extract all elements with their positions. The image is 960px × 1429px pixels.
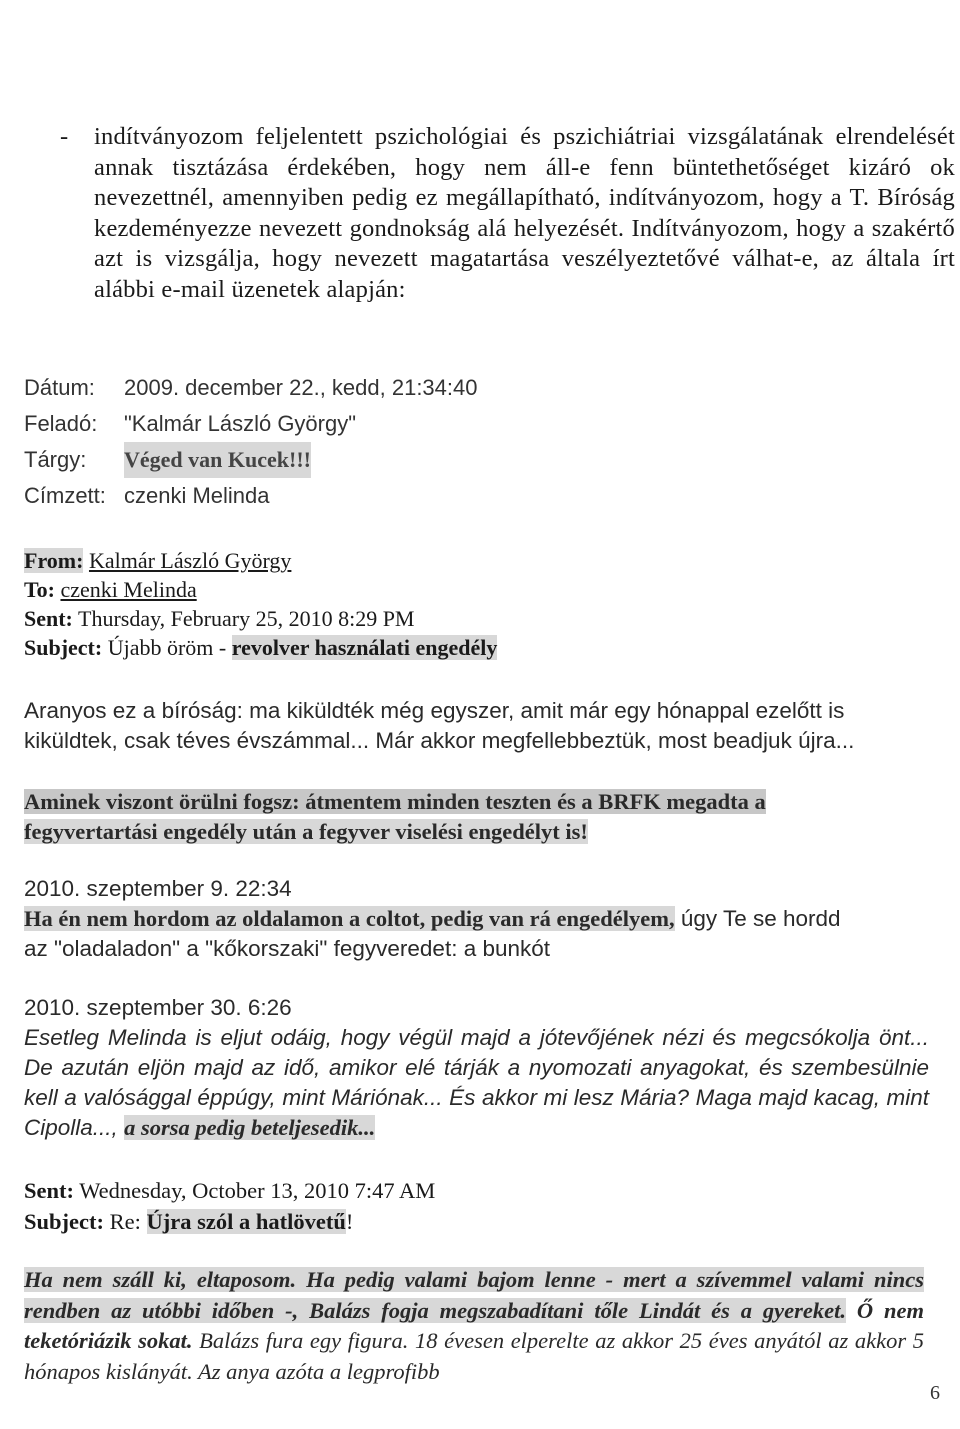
body2-line1: Aminek viszont örülni fogsz: átmentem minden teszten és a BRFK megadta a bbox=[24, 789, 766, 814]
entry3-normal: úgy Te se hordd bbox=[674, 906, 841, 931]
email1-from-row bbox=[24, 406, 477, 442]
entry4-italic: Esetleg Melinda is eljut odáig, hogy végül majd a jótevőjének nézi és megcsókolja önt... De azután eljön majd az idő, amikor elé tárják a nyomozati anyagokat, és szembesülnie kell a valósággal éppúgy, mint Máriónak... És akkor mi lesz Mária? Maga majd kacag, mint Cipolla..., bbox=[24, 1025, 929, 1140]
subject-highlight: revolver használati engedély bbox=[231, 635, 498, 660]
entry3-line2: az "oladaladon" a "kőkorszaki" fegyveredet: a bunkót bbox=[24, 936, 551, 961]
sent-label: Sent: bbox=[24, 606, 73, 631]
entry4-bold-italic: a sorsa pedig beteljesedik... bbox=[124, 1115, 376, 1140]
date-label: Dátum: bbox=[24, 375, 95, 400]
from-value: Kalmár László György bbox=[88, 548, 292, 573]
to-value: czenki Melinda bbox=[124, 483, 270, 508]
email5-header bbox=[24, 1175, 435, 1237]
entry3-bold: Ha én nem hordom az oldalamon a coltot, pedig van rá engedélyem, bbox=[24, 906, 675, 931]
subject-prefix: Újabb öröm - bbox=[107, 635, 227, 660]
subject-highlight: Újra szól a hatlövetű bbox=[146, 1209, 346, 1234]
email2-subject-row bbox=[24, 633, 497, 662]
email5-sent-row bbox=[24, 1175, 435, 1206]
email2-from-row bbox=[24, 546, 497, 575]
entry3-date: 2010. szeptember 9. 22:34 bbox=[24, 876, 292, 901]
sent-value: Wednesday, October 13, 2010 7:47 AM bbox=[79, 1178, 436, 1203]
from-label: Feladó: bbox=[24, 411, 98, 436]
email2-body2 bbox=[24, 787, 934, 847]
date-value: 2009. december 22., kedd, 21:34:40 bbox=[124, 375, 478, 400]
entry6-italic: Balázs fura egy figura. 18 évesen elperelte az akkor 25 éves anyától az akkor 5 hónapos kislányát. Az anya azóta a legprofibb bbox=[24, 1328, 924, 1384]
subject-label: Subject: bbox=[24, 1209, 104, 1234]
entry6 bbox=[24, 1265, 924, 1387]
entry6-bold-italic: Ha nem száll ki, eltaposom. Ha pedig valami bajom lenne - mert a szívemmel valami nincs rendben az utóbbi időben -, Balázs fogja megszabadítani tőle Lindát és a gyereket. bbox=[24, 1267, 924, 1323]
to-label: Címzett: bbox=[24, 483, 106, 508]
sent-value: Thursday, February 25, 2010 8:29 PM bbox=[78, 606, 415, 631]
entry6-bold-italic2: Ő nem teketóriázik sokat. bbox=[24, 1297, 925, 1353]
entry3 bbox=[24, 874, 934, 964]
subject-label: Tárgy: bbox=[24, 447, 87, 472]
from-value: "Kalmár László György" bbox=[124, 411, 357, 436]
email2-body1: Aranyos ez a bíróság: ma kiküldték még egyszer, amit már egy hónappal ezelőtt is kiküldtek, csak téves évszámmal... Már akkor megfellebbeztük, most beadjuk újra... bbox=[24, 698, 855, 753]
email1-subject-row bbox=[24, 442, 477, 478]
entry4-date: 2010. szeptember 30. 6:26 bbox=[24, 995, 292, 1020]
email1-date-row bbox=[24, 370, 477, 406]
intro-paragraph bbox=[60, 122, 955, 305]
subject-prefix: Re: bbox=[109, 1209, 141, 1234]
page-number: 6 bbox=[930, 1382, 940, 1404]
email1-to-row bbox=[24, 478, 477, 514]
sent-label: Sent: bbox=[24, 1178, 74, 1203]
entry4 bbox=[24, 993, 934, 1143]
to-label: To: bbox=[24, 577, 55, 602]
bullet-dash: - bbox=[60, 123, 69, 150]
email2-sent-row bbox=[24, 604, 497, 633]
email5-subject-row bbox=[24, 1206, 435, 1237]
email2-header bbox=[24, 546, 497, 662]
from-label: From: bbox=[24, 548, 84, 573]
email2-to-row bbox=[24, 575, 497, 604]
subject-value: Véged van Kucek!!! bbox=[124, 442, 311, 478]
subject-label: Subject: bbox=[24, 635, 103, 660]
intro-text: indítványozom feljelentett pszichológiai és pszichiátriai vizsgálatának elrendelését annak tisztázása érdekében, hogy nem áll-e fenn büntethetőséget kizáró ok nevezettnél, amennyiben pedig ez megállapítható, indítványozom, hogy a T. Bíróság kezdeményezze nevezett gondnokság alá helyezését. Indítványozom, hogy a szakértő azt is vizsgálja, hogy nevezett magatartása veszélyeztetővé válhat-e, az általa írt alábbi e-mail üzenetek alapján: bbox=[94, 123, 955, 303]
to-value: czenki Melinda bbox=[60, 577, 197, 602]
body2-line2: fegyvertartási engedély után a fegyver viselési engedélyt is! bbox=[24, 819, 588, 844]
subject-suffix: ! bbox=[345, 1209, 354, 1234]
email1-header bbox=[24, 370, 477, 514]
